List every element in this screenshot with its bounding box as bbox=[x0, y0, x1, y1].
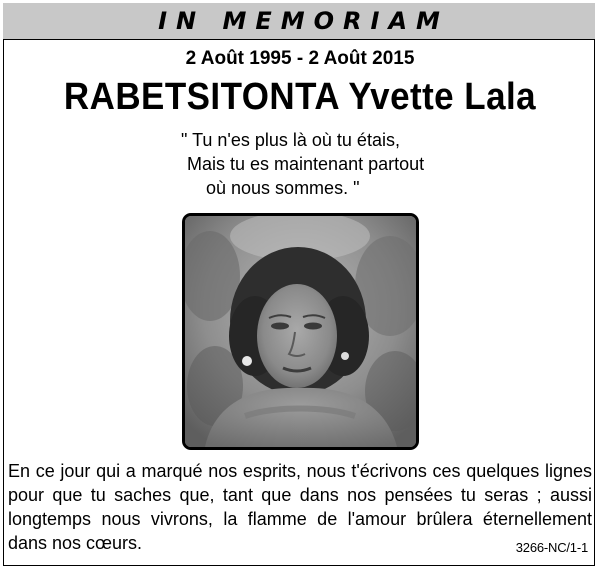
quote-line-3: où nous sommes. " bbox=[206, 178, 360, 198]
notice-reference: 3266-NC/1-1 bbox=[515, 540, 588, 555]
portrait-photo bbox=[182, 213, 419, 450]
memorial-message: En ce jour qui a marqué nos esprits, nous t'écrivons ces quelques lignes pour que tu saches que, tant que dans nos pensées tu seras ; aussi longtemps nous vivrons, la flamme de l'amour brûlera éternellement dans nos cœurs. bbox=[8, 461, 592, 553]
deceased-name: RABETSITONTA Yvette Lala bbox=[63, 76, 537, 118]
memorial-dates: 2 Août 1995 - 2 Août 2015 bbox=[185, 48, 415, 69]
memorial-quote bbox=[0, 128, 600, 200]
quote-line-1: " Tu n'es plus là où tu étais, bbox=[181, 130, 400, 150]
memoriam-banner bbox=[3, 3, 595, 40]
portrait-image bbox=[185, 216, 416, 447]
quote-line-2: Mais tu es maintenant partout bbox=[187, 154, 425, 174]
banner-title: IN MEMORIAM bbox=[158, 7, 449, 35]
